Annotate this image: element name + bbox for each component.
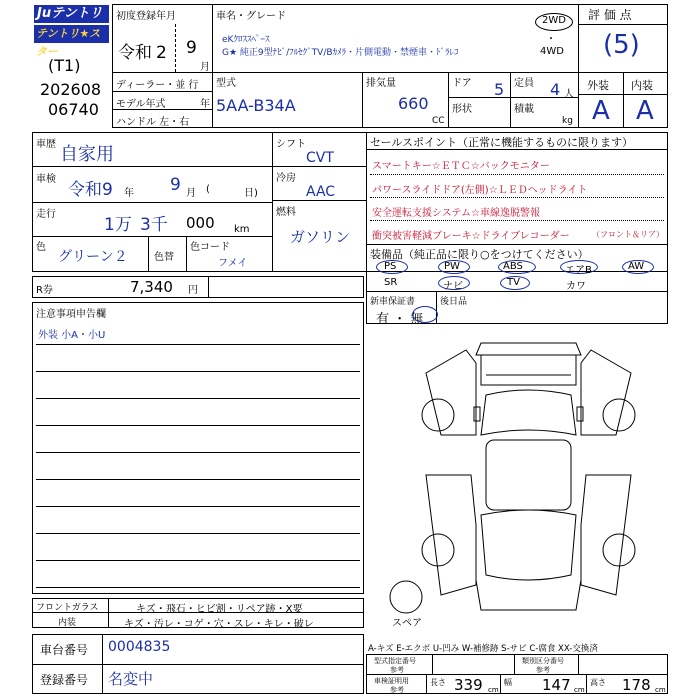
- eq-tv: TV: [507, 277, 520, 288]
- notes-rule: [36, 425, 360, 426]
- later-label: 後日品: [440, 297, 468, 307]
- chassis-value: 0004835: [108, 639, 171, 655]
- shape-label: 形状: [452, 104, 472, 115]
- ac-label: 冷房: [276, 173, 296, 184]
- regnum-label: 登録番号: [40, 673, 89, 687]
- load-unit: kg: [562, 116, 573, 126]
- model-year: モデル年式: [116, 99, 166, 110]
- type-value: 5AA-B34A: [216, 96, 296, 115]
- length-value: 339: [454, 676, 483, 694]
- sales-line-3: 安全運転支援システム☆車線逸脱警報: [372, 208, 540, 219]
- glass-value: キズ・飛石・ヒビ割・リペア跡・X要: [136, 604, 303, 615]
- warranty-circle: [412, 306, 438, 323]
- sales-line-2: パワースライドドア(左側)☆ＬＥＤヘッドライト: [372, 185, 588, 196]
- logo-bottom: テントリ★スター: [34, 25, 109, 43]
- inspection-era: 令和9: [68, 180, 113, 200]
- notes-frame: [32, 302, 364, 594]
- warranty-label: 新車保証書: [370, 297, 416, 307]
- inspection-year-unit: 年: [124, 188, 134, 199]
- height-label: 高さ: [590, 678, 606, 687]
- equipment-label: 装備品（純正品に限り○をつけてください）: [370, 248, 589, 261]
- lot-label: (T1): [48, 56, 81, 75]
- eq-navi: ナビ: [443, 281, 463, 292]
- chassis-label: 車台番号: [40, 643, 89, 657]
- type-spec-ref: 参考: [390, 666, 404, 674]
- model-grade: G★ 純正9型ﾅﾋﾞ/ﾌﾙｾｸﾞTV/Bｶﾒﾗ・片側電動・禁煙車・ﾄﾞﾗﾚｺ: [222, 48, 459, 58]
- notes-rule: [36, 452, 360, 453]
- int-label: 内装: [631, 79, 653, 92]
- mileage-sen: 3千: [140, 215, 168, 235]
- length-label: 長さ: [430, 678, 446, 687]
- sales-line-1: スマートキー☆ＥＴＣ☆バックモニター: [372, 161, 550, 172]
- class-spec-ref: 参考: [536, 666, 550, 674]
- inspection-label: 車検: [36, 174, 56, 185]
- model-name: eKｸﾛｽｽﾍﾟｰｽ: [222, 35, 270, 45]
- sales-line-4: 衝突被害軽減ブレーキ☆ドライブレコーダー: [372, 231, 570, 242]
- notes-rule: [36, 506, 360, 507]
- width-unit: cm: [574, 686, 585, 694]
- type-spec-label: 型式指定番号: [374, 657, 416, 665]
- cc-label: 排気量: [366, 78, 396, 89]
- damage-legend: A-キズ E-エクボ U-凹み W-補修跡 S-サビ C-腐食 XX-交換済: [368, 644, 598, 654]
- fuel-value: ガソリン: [290, 228, 351, 246]
- notes-rule: [36, 344, 360, 345]
- height-value: 178: [622, 676, 651, 694]
- cc-unit: CC: [432, 116, 445, 126]
- glass-label: フロントガラス: [36, 603, 99, 613]
- inspection-day: (: [206, 184, 210, 195]
- reg-era: 令和 2: [118, 43, 167, 63]
- mileage-label: 走行: [36, 209, 56, 220]
- width-label: 幅: [504, 678, 512, 687]
- eq-pw: PW: [444, 261, 460, 272]
- sales-label: セールスポイント（正常に機能するものに限ります）: [370, 136, 634, 149]
- height-unit: cm: [655, 686, 666, 694]
- length-unit: cm: [488, 686, 499, 694]
- color-code: フメイ: [218, 258, 248, 269]
- recycle-frame: [32, 276, 364, 298]
- recycle-unit: 円: [188, 285, 198, 296]
- notes-rule: [36, 371, 360, 372]
- logo-top: Juテントリ: [34, 5, 109, 23]
- eq-sr: SR: [384, 277, 398, 288]
- mileage-unit: km: [234, 224, 250, 235]
- cc-value: 660: [398, 94, 429, 113]
- load-label: 積載: [514, 104, 534, 115]
- color-change-label: 色替: [154, 252, 174, 263]
- mileage-rest: 000: [186, 214, 215, 232]
- ext-score: A: [592, 96, 610, 126]
- eq-abs: ABS: [503, 261, 523, 272]
- lot-number-2: 06740: [48, 100, 99, 119]
- color-label: 色: [36, 242, 46, 253]
- notes-label: 注意事項申告欄: [36, 309, 106, 320]
- notes-rule: [36, 479, 360, 480]
- cert-label: 車検証明用: [374, 677, 409, 685]
- reg-month-unit: 月: [200, 62, 210, 73]
- interior-label: 内装: [58, 618, 77, 628]
- eq-ps: PS: [384, 261, 397, 272]
- inspection-month-unit: 月: [186, 188, 196, 199]
- cap-value: 4: [550, 80, 561, 99]
- notes-line-1: 外装 小A・小U: [38, 330, 106, 341]
- notes-rule: [36, 398, 360, 399]
- eq-aw: AW: [628, 261, 645, 272]
- interior-value: キズ・汚レ・コゲ・穴・スレ・キレ・破レ: [124, 619, 314, 630]
- spare-label: スペア: [392, 618, 422, 629]
- color-code-label: 色コード: [190, 242, 230, 253]
- reg-label: 初度登録年月: [116, 11, 176, 22]
- eq-airb: エアB: [565, 265, 592, 276]
- reg-month: 9: [186, 38, 197, 58]
- lot-number-1: 202608: [40, 80, 102, 99]
- mileage-man: 1万: [104, 215, 132, 235]
- shift-value: CVT: [306, 150, 334, 166]
- width-value: 147: [542, 676, 571, 694]
- recycle-value: 7,340: [130, 278, 173, 296]
- fuel-label: 燃料: [276, 207, 296, 218]
- logo: [34, 5, 109, 58]
- ac-value: AAC: [306, 184, 336, 200]
- dealer: ディーラー・並 行: [116, 80, 199, 91]
- ext-label: 外装: [587, 79, 609, 92]
- class-spec-label: 類別区分番号: [522, 657, 564, 665]
- score-label: 評 価 点: [588, 8, 632, 22]
- model-label: 車名・グレード: [216, 11, 286, 22]
- cap-label: 定員: [514, 78, 534, 89]
- handle: ハンドル 左・右: [116, 117, 190, 128]
- model-year-unit: 年: [200, 99, 210, 110]
- car-diagram: [366, 325, 666, 625]
- inspection-month: 9: [170, 175, 181, 195]
- notes-rule: [36, 533, 360, 534]
- recycle-label: R券: [36, 285, 53, 296]
- drive-sep: ・: [546, 34, 556, 45]
- notes-rule: [36, 587, 360, 588]
- notes-rule: [36, 560, 360, 561]
- history-value: 自家用: [60, 144, 114, 165]
- door-value: 5: [494, 80, 505, 99]
- int-score: A: [636, 96, 654, 126]
- score-value: (5): [603, 30, 640, 60]
- cap-unit: 人: [564, 89, 574, 100]
- drive-2wd: 2WD: [542, 15, 566, 26]
- warranty-value: 有 ・ 無: [376, 312, 424, 327]
- inspection-day-unit: 日): [244, 188, 258, 199]
- cert-ref: 参考: [390, 686, 404, 694]
- history-label: 車歴: [36, 139, 56, 150]
- door-label: ドア: [452, 78, 472, 89]
- shift-label: シフト: [276, 139, 306, 150]
- drive-4wd: 4WD: [540, 46, 564, 57]
- type-label: 型式: [216, 78, 236, 89]
- regnum-value: 名変中: [108, 670, 154, 688]
- color-value: グリーン２: [58, 249, 128, 265]
- sales-note: （フロント＆リア）: [592, 230, 664, 239]
- eq-leather: カワ: [566, 281, 586, 292]
